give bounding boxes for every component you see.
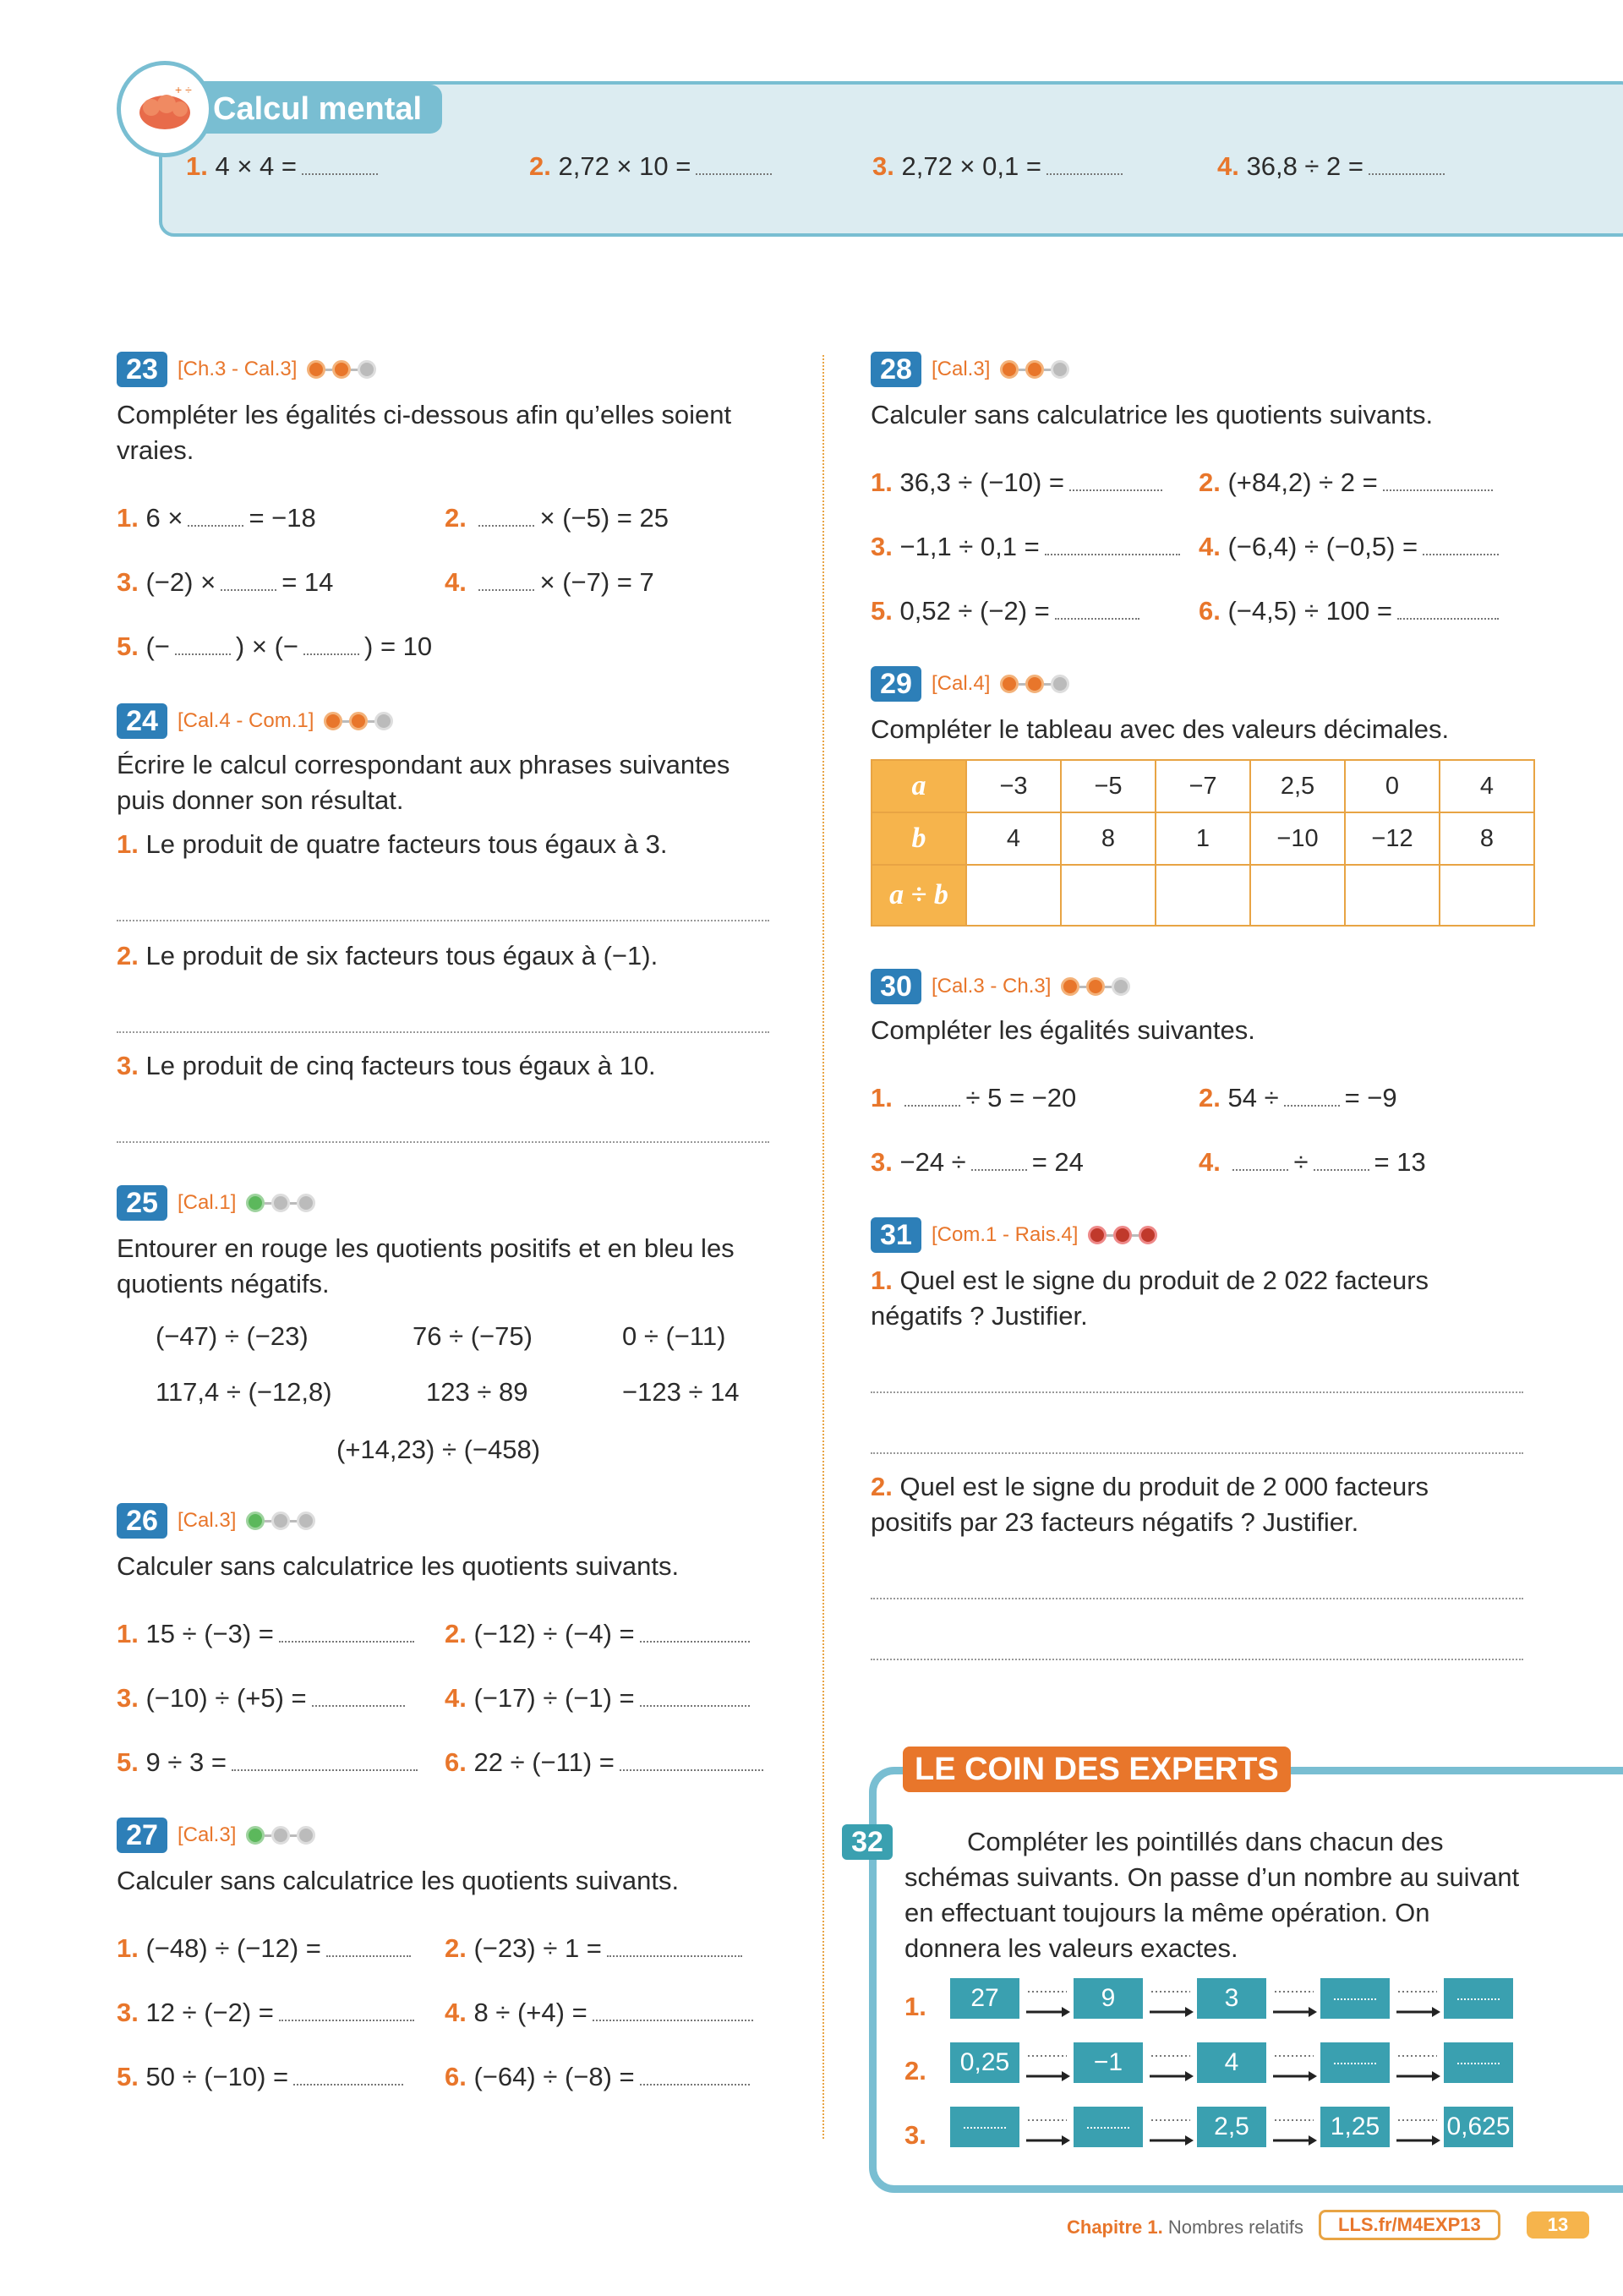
ex24-item-2: 2. Le produit de six facteurs tous égaux à (−1).: [117, 941, 658, 970]
difficulty-icon: [1000, 360, 1069, 379]
answer-blank[interactable]: [1055, 618, 1139, 620]
answer-blank[interactable]: [478, 525, 534, 527]
answer-blank[interactable]: [232, 1769, 418, 1771]
schema-box: 4: [1197, 2042, 1266, 2083]
ex28-item-4: 4. (−6,4) ÷ (−0,5) =: [1199, 529, 1504, 565]
ex23-instruction: Compléter les égalités ci-dessous afin qu’elles soient vraies.: [117, 400, 732, 465]
answer-blank[interactable]: [1423, 554, 1499, 555]
exercise-number: 27: [117, 1818, 167, 1853]
ex24-header: [117, 703, 393, 739]
answer-line[interactable]: [117, 920, 769, 921]
arrow-icon: [1148, 2112, 1199, 2156]
table-row: [872, 812, 1534, 865]
answer-cell[interactable]: [1345, 865, 1440, 926]
answer-blank[interactable]: [1397, 618, 1499, 620]
answer-line[interactable]: [871, 1391, 1523, 1393]
ex26-item-5: 5. 9 ÷ 3 =: [117, 1745, 423, 1780]
ex26-item-6: 6. 22 ÷ (−11) =: [445, 1745, 768, 1780]
table-cell: −12: [1345, 812, 1440, 865]
arrow-icon: [1025, 2047, 1075, 2091]
quotient[interactable]: (−47) ÷ (−23): [156, 1321, 309, 1351]
ex23-item-3: 3. (−2) × = 14: [117, 567, 334, 597]
mental-item-3: [872, 149, 1128, 184]
table-cell: 4: [966, 812, 1061, 865]
table-cell: 1: [1156, 812, 1250, 865]
row-header: a: [872, 760, 966, 812]
ex30-header: [871, 969, 1130, 1004]
quotient[interactable]: 0 ÷ (−11): [622, 1321, 726, 1351]
exercise-number: 31: [871, 1217, 921, 1253]
ex29-table: [871, 759, 1535, 927]
ex28-item-1: 1. 36,3 ÷ (−10) =: [871, 465, 1167, 500]
schema-box: 2,5: [1197, 2107, 1266, 2147]
ex29-header: [871, 666, 1069, 702]
table-cell: −10: [1250, 812, 1345, 865]
answer-blank[interactable]: [326, 1955, 411, 1957]
arrow-icon: [1271, 2112, 1322, 2156]
answer-blank[interactable]: [971, 1169, 1027, 1171]
ex23-item-2: 2. × (−5) = 25: [445, 503, 669, 533]
answer-blank[interactable]: [302, 173, 378, 175]
schema-box: −1: [1074, 2042, 1143, 2083]
exercise-number: 23: [117, 352, 167, 387]
ex30-instruction: Compléter les égalités suivantes.: [871, 1015, 1255, 1045]
ex31-item-2: 2. Quel est le signe du produit de 2 000 facteurs positifs par 23 facteurs négatifs ? Justifier.: [871, 1472, 1429, 1537]
skill-tag: [Com.1 - Rais.4]: [932, 1223, 1079, 1246]
ex31-header: [871, 1217, 1157, 1253]
answer-blank[interactable]: [1314, 1169, 1369, 1171]
exercise-number: 24: [117, 703, 167, 739]
answer-blank[interactable]: [1045, 554, 1180, 555]
schema-box[interactable]: [1320, 2042, 1390, 2083]
table-row: [872, 865, 1534, 926]
answer-blank[interactable]: [593, 2020, 753, 2021]
row-header: a ÷ b: [872, 865, 966, 926]
answer-blank[interactable]: [303, 653, 359, 655]
answer-blank[interactable]: [312, 1705, 405, 1707]
schema-box: 0,625: [1444, 2107, 1513, 2147]
ex29-instruction: Compléter le tableau avec des valeurs décimales.: [871, 714, 1450, 744]
ex27-item-2: 2. (−23) ÷ 1 =: [445, 1931, 747, 1966]
arrow-icon: [1148, 1983, 1199, 2027]
difficulty-icon: [324, 712, 393, 730]
ex27-item-3: 3. 12 ÷ (−2) =: [117, 1995, 419, 2031]
mental-title: Calcul mental: [196, 85, 442, 134]
answer-blank[interactable]: [1046, 173, 1123, 175]
ex27-header: [117, 1818, 315, 1853]
answer-line[interactable]: [871, 1659, 1523, 1660]
ex27-item-5: 5. 50 ÷ (−10) =: [117, 2059, 408, 2095]
exercise-number: 29: [871, 666, 921, 702]
ex30-item-3: 3. −24 ÷ = 24: [871, 1147, 1084, 1177]
answer-cell[interactable]: [966, 865, 1061, 926]
item-number: 3.: [872, 151, 894, 181]
ex28-item-2: 2. (+84,2) ÷ 2 =: [1199, 465, 1498, 500]
exercise-number: 30: [871, 969, 921, 1004]
answer-blank[interactable]: [640, 2084, 750, 2086]
answer-blank[interactable]: [904, 1105, 960, 1107]
table-cell: 8: [1061, 812, 1156, 865]
mental-item-4: [1217, 149, 1450, 184]
schema-box: 9: [1074, 1978, 1143, 2019]
ex28-instruction: Calculer sans calculatrice les quotients suivants.: [871, 400, 1434, 429]
schema-box[interactable]: [950, 2107, 1019, 2147]
schema-box: 1,25: [1320, 2107, 1390, 2147]
ex32-instruction: 32 Compléter les pointillés dans chacun des schémas suivants. On passe d’un nombre au suivant en effectuant toujours la même opération. On donnera les valeurs exactes.: [904, 1824, 1530, 1966]
answer-blank[interactable]: [1232, 1169, 1288, 1171]
item-text: 2,72 × 0,1 =: [901, 151, 1041, 181]
ex23-item-4: 4. × (−7) = 7: [445, 567, 654, 597]
ex28-item-5: 5. 0,52 ÷ (−2) =: [871, 593, 1145, 629]
answer-line[interactable]: [871, 1598, 1523, 1599]
ex26-item-1: 1. 15 ÷ (−3) =: [117, 1616, 419, 1652]
footer-chapter: Chapitre 1. Nombres relatifs: [1067, 2217, 1303, 2238]
answer-line[interactable]: [871, 1452, 1523, 1454]
arrow-icon: [1395, 2047, 1445, 2091]
item-text: 36,8 ÷ 2 =: [1246, 151, 1364, 181]
table-cell: −7: [1156, 760, 1250, 812]
experts-title: LE COIN DES EXPERTS: [903, 1747, 1291, 1792]
table-cell: 2,5: [1250, 760, 1345, 812]
difficulty-icon: [1000, 675, 1069, 693]
table-cell: 4: [1440, 760, 1534, 812]
answer-line[interactable]: [117, 1141, 769, 1143]
ex24-item-3: 3. Le produit de cinq facteurs tous égaux à 10.: [117, 1051, 656, 1080]
page-number: 13: [1527, 2211, 1589, 2239]
ex23-item-1: 1. 6 × = −18: [117, 503, 316, 533]
schema-box: 0,25: [950, 2042, 1019, 2083]
footer-link[interactable]: LLS.fr/M4EXP13: [1319, 2210, 1500, 2240]
schema-box: 3: [1197, 1978, 1266, 2019]
arrow-icon: [1395, 1983, 1445, 2027]
ex26-item-2: 2. (−12) ÷ (−4) =: [445, 1616, 755, 1652]
quotient[interactable]: −123 ÷ 14: [622, 1377, 740, 1407]
mental-item-1: [186, 149, 383, 184]
ex27-item-4: 4. 8 ÷ (+4) =: [445, 1995, 758, 2031]
difficulty-icon: [307, 360, 376, 379]
ex26-header: [117, 1503, 315, 1539]
answer-cell[interactable]: [1440, 865, 1534, 926]
ex28-item-3: 3. −1,1 ÷ 0,1 =: [871, 529, 1185, 565]
answer-blank[interactable]: [696, 173, 772, 175]
difficulty-icon: [246, 1194, 315, 1212]
answer-blank[interactable]: [620, 1769, 763, 1771]
answer-blank[interactable]: [279, 2020, 414, 2021]
svg-text:+ ÷: + ÷: [175, 84, 192, 96]
item-text: 2,72 × 10 =: [558, 151, 691, 181]
answer-blank[interactable]: [640, 1641, 750, 1643]
skill-tag: [Cal.4]: [932, 672, 991, 695]
ex25-instruction: Entourer en rouge les quotients positifs et en bleu les quotients négatifs.: [117, 1233, 735, 1298]
answer-blank[interactable]: [188, 525, 243, 527]
skill-tag: [Cal.3 - Ch.3]: [932, 975, 1052, 998]
answer-blank[interactable]: [607, 1955, 742, 1957]
arrow-icon: [1025, 1983, 1075, 2027]
column-divider: [822, 355, 824, 2139]
ex31-item-1: 1. Quel est le signe du produit de 2 022 facteurs négatifs ? Justifier.: [871, 1266, 1429, 1331]
schema-box[interactable]: [1444, 2042, 1513, 2083]
answer-blank[interactable]: [1369, 173, 1445, 175]
answer-blank[interactable]: [1383, 489, 1493, 491]
ex23-item-5: 5. (− ) × (− ) = 10: [117, 631, 433, 661]
exercise-number: 25: [117, 1185, 167, 1221]
ex26-item-4: 4. (−17) ÷ (−1) =: [445, 1681, 755, 1716]
ex26-item-3: 3. (−10) ÷ (+5) =: [117, 1681, 410, 1716]
answer-blank[interactable]: [221, 589, 276, 591]
schema-box[interactable]: [1074, 2107, 1143, 2147]
ex23-header: [117, 352, 376, 387]
table-cell: 0: [1345, 760, 1440, 812]
answer-blank[interactable]: [1069, 489, 1162, 491]
ex24-item-1: 1. Le produit de quatre facteurs tous égaux à 3.: [117, 829, 668, 859]
exercise-number: 32: [842, 1824, 893, 1860]
skill-tag: [Cal.4 - Com.1]: [178, 709, 314, 732]
quotient[interactable]: 123 ÷ 89: [426, 1377, 528, 1407]
answer-blank[interactable]: [279, 1641, 414, 1643]
ex28-item-6: 6. (−4,5) ÷ 100 =: [1199, 593, 1504, 629]
skill-tag: [Cal.3]: [932, 358, 991, 380]
ex25-header: [117, 1185, 315, 1221]
answer-blank[interactable]: [478, 589, 534, 591]
mental-item-2: [529, 149, 777, 184]
answer-cell[interactable]: [1250, 865, 1345, 926]
item-number: 1.: [186, 151, 208, 181]
arrow-icon: [1271, 1983, 1322, 2027]
skill-tag: [Ch.3 - Cal.3]: [178, 358, 298, 380]
ex27-item-6: 6. (−64) ÷ (−8) =: [445, 2059, 755, 2095]
table-cell: −5: [1061, 760, 1156, 812]
row-header: b: [872, 812, 966, 865]
quotient[interactable]: (+14,23) ÷ (−458): [336, 1435, 541, 1464]
answer-blank[interactable]: [175, 653, 231, 655]
answer-cell[interactable]: [1061, 865, 1156, 926]
ex27-instruction: Calculer sans calculatrice les quotients suivants.: [117, 1866, 680, 1895]
difficulty-icon: [246, 1512, 315, 1530]
answer-line[interactable]: [117, 1031, 769, 1033]
table-cell: −3: [966, 760, 1061, 812]
ex30-item-1: 1. ÷ 5 = −20: [871, 1083, 1077, 1112]
answer-blank[interactable]: [640, 1705, 750, 1707]
difficulty-icon: [1088, 1226, 1157, 1244]
schema-box: 27: [950, 1978, 1019, 2019]
ex26-instruction: Calculer sans calculatrice les quotients suivants.: [117, 1551, 680, 1581]
quotient[interactable]: 76 ÷ (−75): [413, 1321, 533, 1351]
item-number: 2.: [529, 151, 551, 181]
answer-cell[interactable]: [1156, 865, 1250, 926]
difficulty-icon: [246, 1826, 315, 1845]
ex30-item-4: 4. ÷ = 13: [1199, 1147, 1426, 1177]
skill-tag: [Cal.3]: [178, 1823, 237, 1846]
arrow-icon: [1395, 2112, 1445, 2156]
table-row: [872, 760, 1534, 812]
brain-icon: [117, 61, 213, 157]
arrow-icon: [1148, 2047, 1199, 2091]
ex28-header: [871, 352, 1069, 387]
answer-blank[interactable]: [1284, 1105, 1340, 1107]
schema-box[interactable]: [1320, 1978, 1390, 2019]
ex27-item-1: 1. (−48) ÷ (−12) =: [117, 1931, 416, 1966]
item-text: 4 × 4 =: [215, 151, 298, 181]
schema-box[interactable]: [1444, 1978, 1513, 2019]
arrow-icon: [1025, 2112, 1075, 2156]
exercise-number: 26: [117, 1503, 167, 1539]
ex30-item-2: 2. 54 ÷ = −9: [1199, 1083, 1397, 1112]
arrow-icon: [1271, 2047, 1322, 2091]
table-cell: 8: [1440, 812, 1534, 865]
exercise-number: 28: [871, 352, 921, 387]
answer-blank[interactable]: [293, 2084, 403, 2086]
quotient[interactable]: 117,4 ÷ (−12,8): [156, 1377, 332, 1407]
item-number: 4.: [1217, 151, 1239, 181]
difficulty-icon: [1061, 977, 1130, 996]
skill-tag: [Cal.1]: [178, 1191, 237, 1214]
skill-tag: [Cal.3]: [178, 1509, 237, 1532]
ex24-instruction: Écrire le calcul correspondant aux phrases suivantes puis donner son résultat.: [117, 750, 730, 815]
